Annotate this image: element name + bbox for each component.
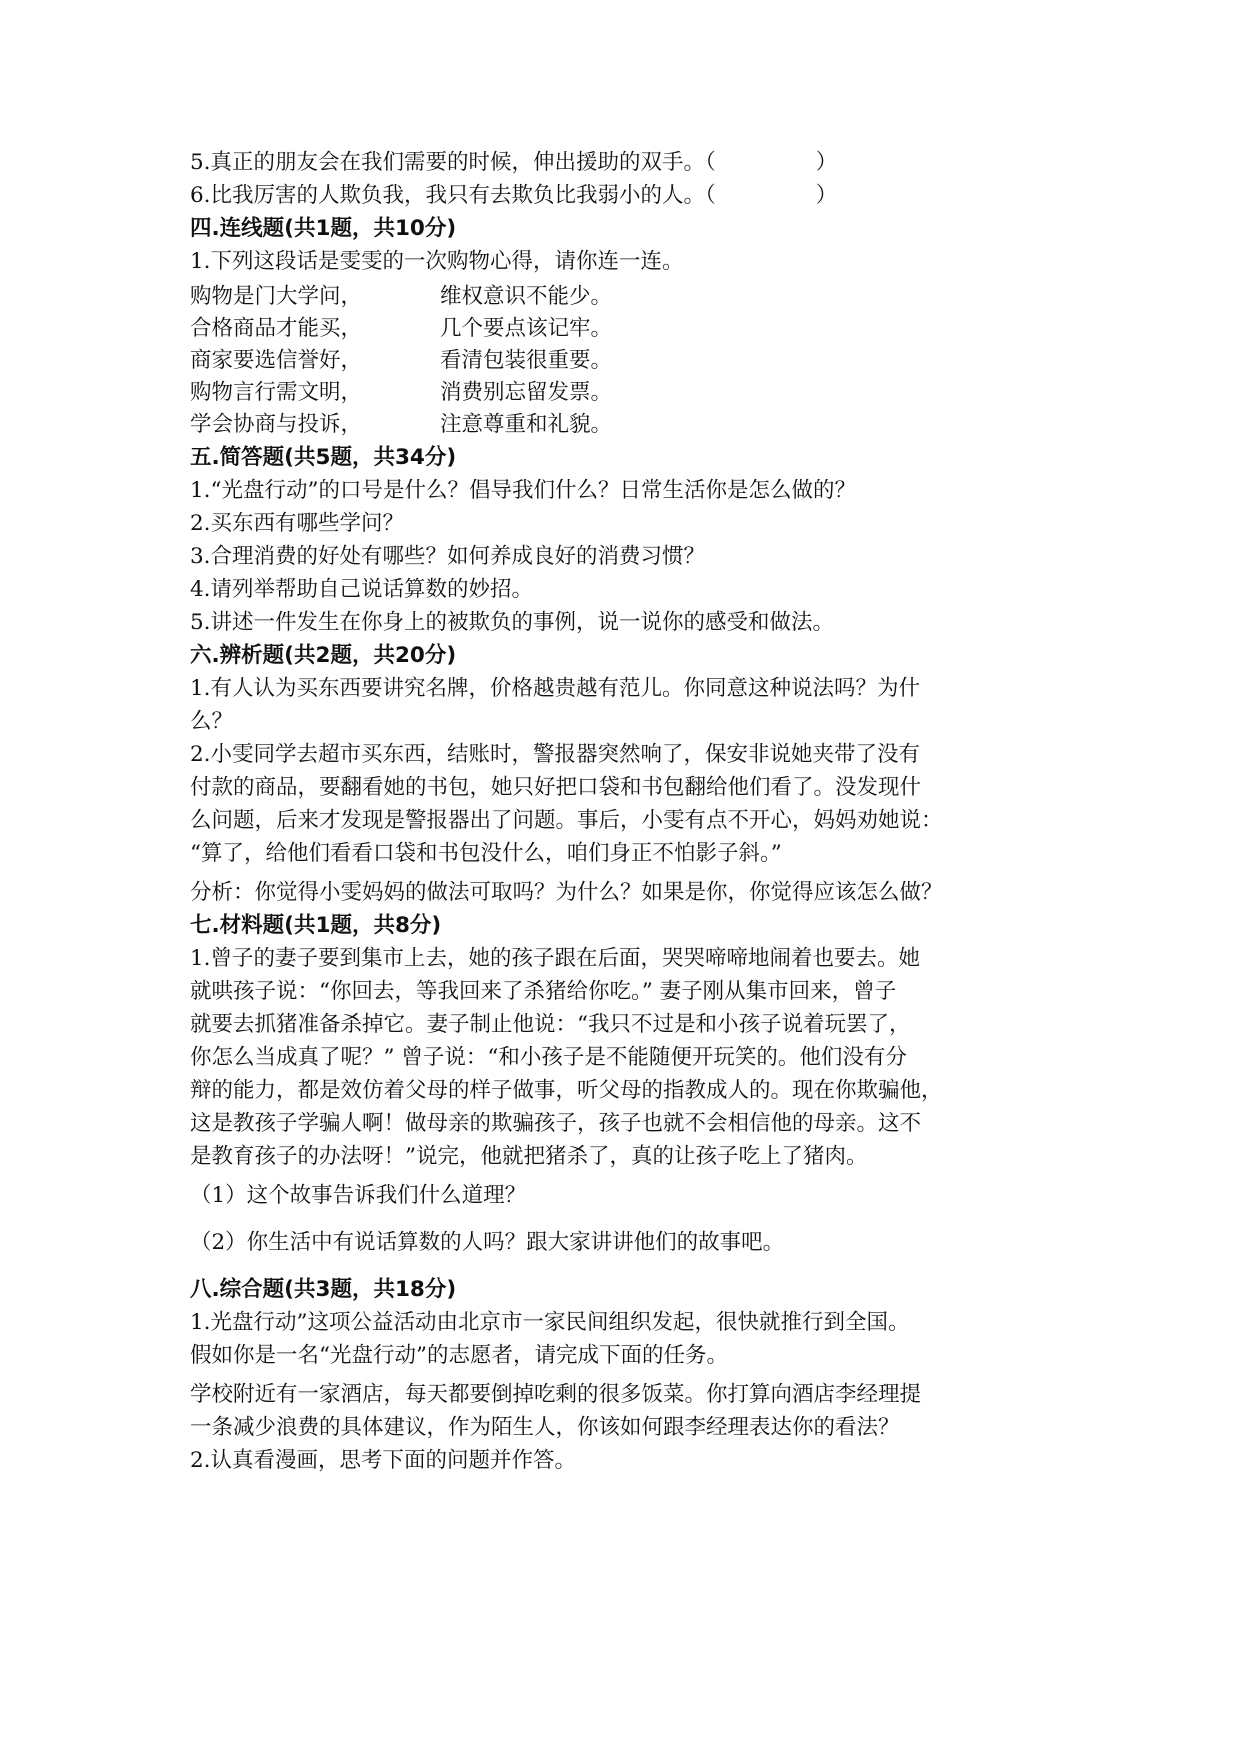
matching-row (190, 344, 1070, 377)
section-7-sub-question-2: （2）你生活中有说话算数的人吗？跟大家讲讲他们的故事吧。 (190, 1230, 785, 1255)
section-7-material-line: 这是教孩子学骗人啊！做母亲的欺骗孩子，孩子也就不会相信他的母亲。这不 (190, 1111, 922, 1136)
matching-list (190, 280, 1070, 441)
section-7-sub-question-1: （1）这个故事告诉我们什么道理？ (190, 1183, 527, 1208)
section-4-question: 1.下列这段话是雯雯的一次购物心得，请你连一连。 (190, 249, 684, 274)
section-7-material-line: 辩的能力，都是效仿着父母的样子做事，听父母的指教成人的。现在你欺骗他， (190, 1078, 943, 1103)
matching-right[interactable]: 维权意识不能少。 (440, 284, 613, 309)
matching-left[interactable]: 学会协商与投诉， (190, 412, 363, 437)
section-5-question-4: 4.请列举帮助自己说话算数的妙招。 (190, 577, 534, 602)
section-6-question-2-line: 么问题，后来才发现是警报器出了问题。事后，小雯有点不开心，妈妈劝她说： (190, 808, 943, 833)
section-6-question-2-line: 2.小雯同学去超市买东西，结账时，警报器突然响了，保安非说她夹带了没有 (190, 742, 921, 767)
section-7-title: 七.材料题(共1题，共8分) (190, 913, 442, 938)
matching-row (190, 376, 1070, 409)
section-4-title: 四.连线题(共1题，共10分) (190, 216, 457, 241)
section-7-material-line: 是教育孩子的办法呀！”说完，他就把猪杀了，真的让孩子吃上了猪肉。 (190, 1144, 868, 1169)
matching-left[interactable]: 购物言行需文明， (190, 380, 363, 405)
matching-right[interactable]: 看清包装很重要。 (440, 348, 613, 373)
section-7-material-line: 就要去抓猪准备杀掉它。妻子制止他说：“我只不过是和小孩子说着玩罢了， (190, 1012, 911, 1037)
judge-item-5-close: ） (815, 150, 838, 175)
section-8-question-1-line: 假如你是一名“光盘行动”的志愿者，请完成下面的任务。 (190, 1343, 728, 1368)
matching-row (190, 280, 1070, 313)
judge-item-5-text: 5.真正的朋友会在我们需要的时候，伸出援助的双手。（ (190, 150, 716, 175)
section-5-question-3: 3.合理消费的好处有哪些？如何养成良好的消费习惯？ (190, 544, 706, 569)
judge-item-6-text: 6.比我厉害的人欺负我，我只有去欺负比我弱小的人。（ (190, 183, 716, 208)
section-5-question-1: 1.“光盘行动”的口号是什么？倡导我们什么？日常生活你是怎么做的？ (190, 478, 856, 503)
section-6-question-2-line: 付款的商品，要翻看她的书包，她只好把口袋和书包翻给他们看了。没发现什 (190, 775, 922, 800)
section-6-question-1-line: 1.有人认为买东西要讲究名牌，价格越贵越有范儿。你同意这种说法吗？为什 (190, 676, 921, 701)
matching-right[interactable]: 注意尊重和礼貌。 (440, 412, 613, 437)
matching-row (190, 312, 1070, 345)
matching-left[interactable]: 合格商品才能买， (190, 316, 363, 341)
section-7-material-line: 就哄孩子说：“你回去，等我回来了杀猪给你吃。” 妻子刚从集市回来，曾子 (190, 979, 897, 1004)
section-7-material-line: 1.曾子的妻子要到集市上去，她的孩子跟在后面，哭哭啼啼地闹着也要去。她 (190, 946, 921, 971)
matching-right[interactable]: 几个要点该记牢。 (440, 316, 613, 341)
section-5-question-5: 5.讲述一件发生在你身上的被欺负的事例，说一说你的感受和做法。 (190, 610, 835, 635)
matching-row (190, 408, 1070, 441)
section-6-question-2-line: “算了，给他们看看口袋和书包没什么，咱们身正不怕影子斜。” (190, 841, 782, 866)
matching-right[interactable]: 消费别忘留发票。 (440, 380, 613, 405)
section-8-question-2: 2.认真看漫画，思考下面的问题并作答。 (190, 1448, 577, 1473)
matching-left[interactable]: 购物是门大学问， (190, 284, 363, 309)
section-8-title: 八.综合题(共3题，共18分) (190, 1277, 457, 1302)
section-8-question-1-line: 一条减少浪费的具体建议，作为陌生人，你该如何跟李经理表达你的看法？ (190, 1415, 900, 1440)
section-5-question-2: 2.买东西有哪些学问？ (190, 511, 405, 536)
worksheet-page (190, 146, 1070, 1477)
section-8-question-1-line: 学校附近有一家酒店，每天都要倒掉吃剩的很多饭菜。你打算向酒店李经理提 (190, 1382, 922, 1407)
section-7-material-line: 你怎么当成真了呢？” 曾子说：“和小孩子是不能随便开玩笑的。他们没有分 (190, 1045, 907, 1070)
judge-item-6 (190, 179, 1070, 212)
section-6-title: 六.辨析题(共2题，共20分) (190, 643, 457, 668)
section-6-analysis: 分析：你觉得小雯妈妈的做法可取吗？为什么？如果是你，你觉得应该怎么做？ (190, 880, 943, 905)
matching-left[interactable]: 商家要选信誉好， (190, 348, 363, 373)
section-8-question-1-line: 1.光盘行动”这项公益活动由北京市一家民间组织发起，很快就推行到全国。 (190, 1310, 910, 1335)
judge-item-5 (190, 146, 1070, 179)
section-5-title: 五.简答题(共5题，共34分) (190, 445, 457, 470)
judge-item-6-close: ） (815, 183, 838, 208)
section-6-question-1-line: 么？ (190, 709, 234, 734)
